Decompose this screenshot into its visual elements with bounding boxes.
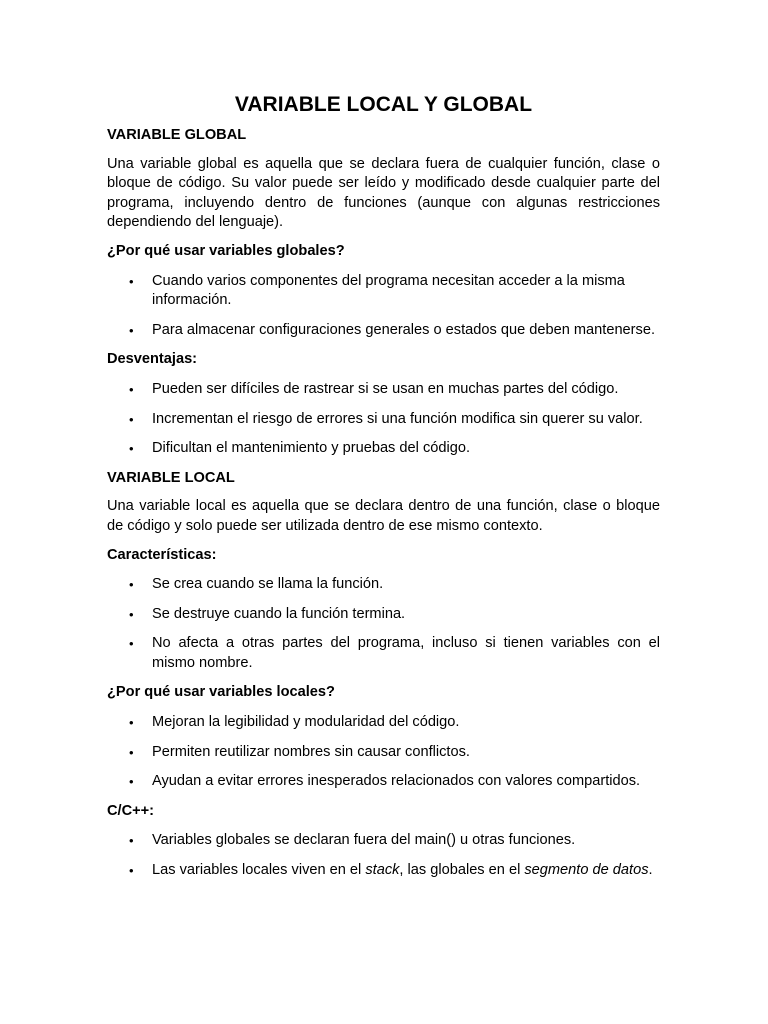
list-item-text-part: . — [648, 862, 653, 879]
local-section-heading: VARIABLE LOCAL — [107, 469, 235, 486]
list-item-text: Pueden ser difíciles de rastrear si se usan en muchas partes del código. — [152, 380, 619, 397]
local-why-list — [107, 713, 660, 792]
list-item — [107, 439, 660, 459]
bullet-icon: • — [129, 744, 134, 760]
document-page — [107, 92, 660, 891]
list-item — [107, 743, 660, 763]
list-item-text: Permiten reutilizar nombres sin causar conflictos. — [152, 743, 470, 760]
bullet-icon: • — [129, 441, 134, 457]
disadvantages-heading: Desventajas: — [107, 351, 198, 368]
disadvantages-list — [107, 380, 660, 459]
bullet-icon: • — [129, 774, 134, 790]
emphasis-stack: stack — [365, 862, 400, 879]
document-title: VARIABLE LOCAL Y GLOBAL — [234, 93, 533, 116]
features-list — [107, 575, 660, 673]
list-item — [107, 321, 660, 341]
list-item-text: Se crea cuando se llama la función. — [152, 576, 384, 593]
list-item-text-part: , las globales en el — [399, 862, 525, 879]
bullet-icon: • — [129, 636, 134, 652]
bullet-icon: • — [129, 606, 134, 622]
list-item-text: Cuando varios componentes del programa necesitan acceder a la misma información. — [152, 272, 625, 309]
bullet-icon: • — [129, 833, 134, 849]
features-heading: Características: — [107, 546, 217, 563]
list-item — [107, 605, 660, 625]
list-item — [107, 272, 660, 311]
list-item — [107, 831, 660, 851]
local-why-heading: ¿Por qué usar variables locales? — [107, 684, 335, 701]
list-item — [107, 861, 660, 881]
list-item-text: Mejoran la legibilidad y modularidad del código. — [152, 714, 460, 731]
list-item — [107, 713, 660, 733]
list-item-text: Se destruye cuando la función termina. — [152, 605, 406, 622]
global-why-heading: ¿Por qué usar variables globales? — [107, 242, 345, 259]
cpp-list — [107, 831, 660, 880]
list-item — [107, 380, 660, 400]
list-item-text: Variables globales se declaran fuera del main() u otras funciones. — [152, 832, 576, 849]
bullet-icon: • — [129, 715, 134, 731]
global-section-heading: VARIABLE GLOBAL — [107, 127, 247, 143]
bullet-icon: • — [129, 577, 134, 593]
list-item — [107, 634, 660, 673]
bullet-icon: • — [129, 322, 134, 338]
global-why-list — [107, 272, 660, 341]
list-item — [107, 772, 660, 792]
emphasis-data-segment: segmento de datos — [524, 862, 649, 879]
list-item-text-part: Las variables locales viven en el — [152, 862, 366, 879]
bullet-icon: • — [129, 273, 134, 289]
list-item-text: Ayudan a evitar errores inesperados relacionados con valores compartidos. — [152, 773, 641, 790]
list-item — [107, 575, 660, 595]
list-item-text: Incrementan el riesgo de errores si una función modifica sin querer su valor. — [152, 410, 643, 427]
global-paragraph: Una variable global es aquella que se declara fuera de cualquier función, clase o bloque de código. Su valor puede ser leído y modificado desde cualquier parte del programa, incluyendo dentro de funciones (aunque con algunas restricciones dependiendo del lenguaje). — [107, 155, 660, 231]
list-item — [107, 410, 660, 430]
bullet-icon: • — [129, 863, 134, 879]
bullet-icon: • — [129, 411, 134, 427]
list-item-text: No afecta a otras partes del programa, incluso si tienen variables con el mismo nombre. — [152, 635, 660, 671]
local-paragraph: Una variable local es aquella que se declara dentro de una función, clase o bloque de código y solo puede ser utilizada dentro de ese mismo contexto. — [107, 498, 660, 534]
cpp-heading: C/C++: — [107, 802, 155, 819]
bullet-icon: • — [129, 381, 134, 397]
list-item-text: Para almacenar configuraciones generales o estados que deben mantenerse. — [152, 321, 655, 338]
list-item-text: Dificultan el mantenimiento y pruebas del código. — [152, 440, 470, 457]
